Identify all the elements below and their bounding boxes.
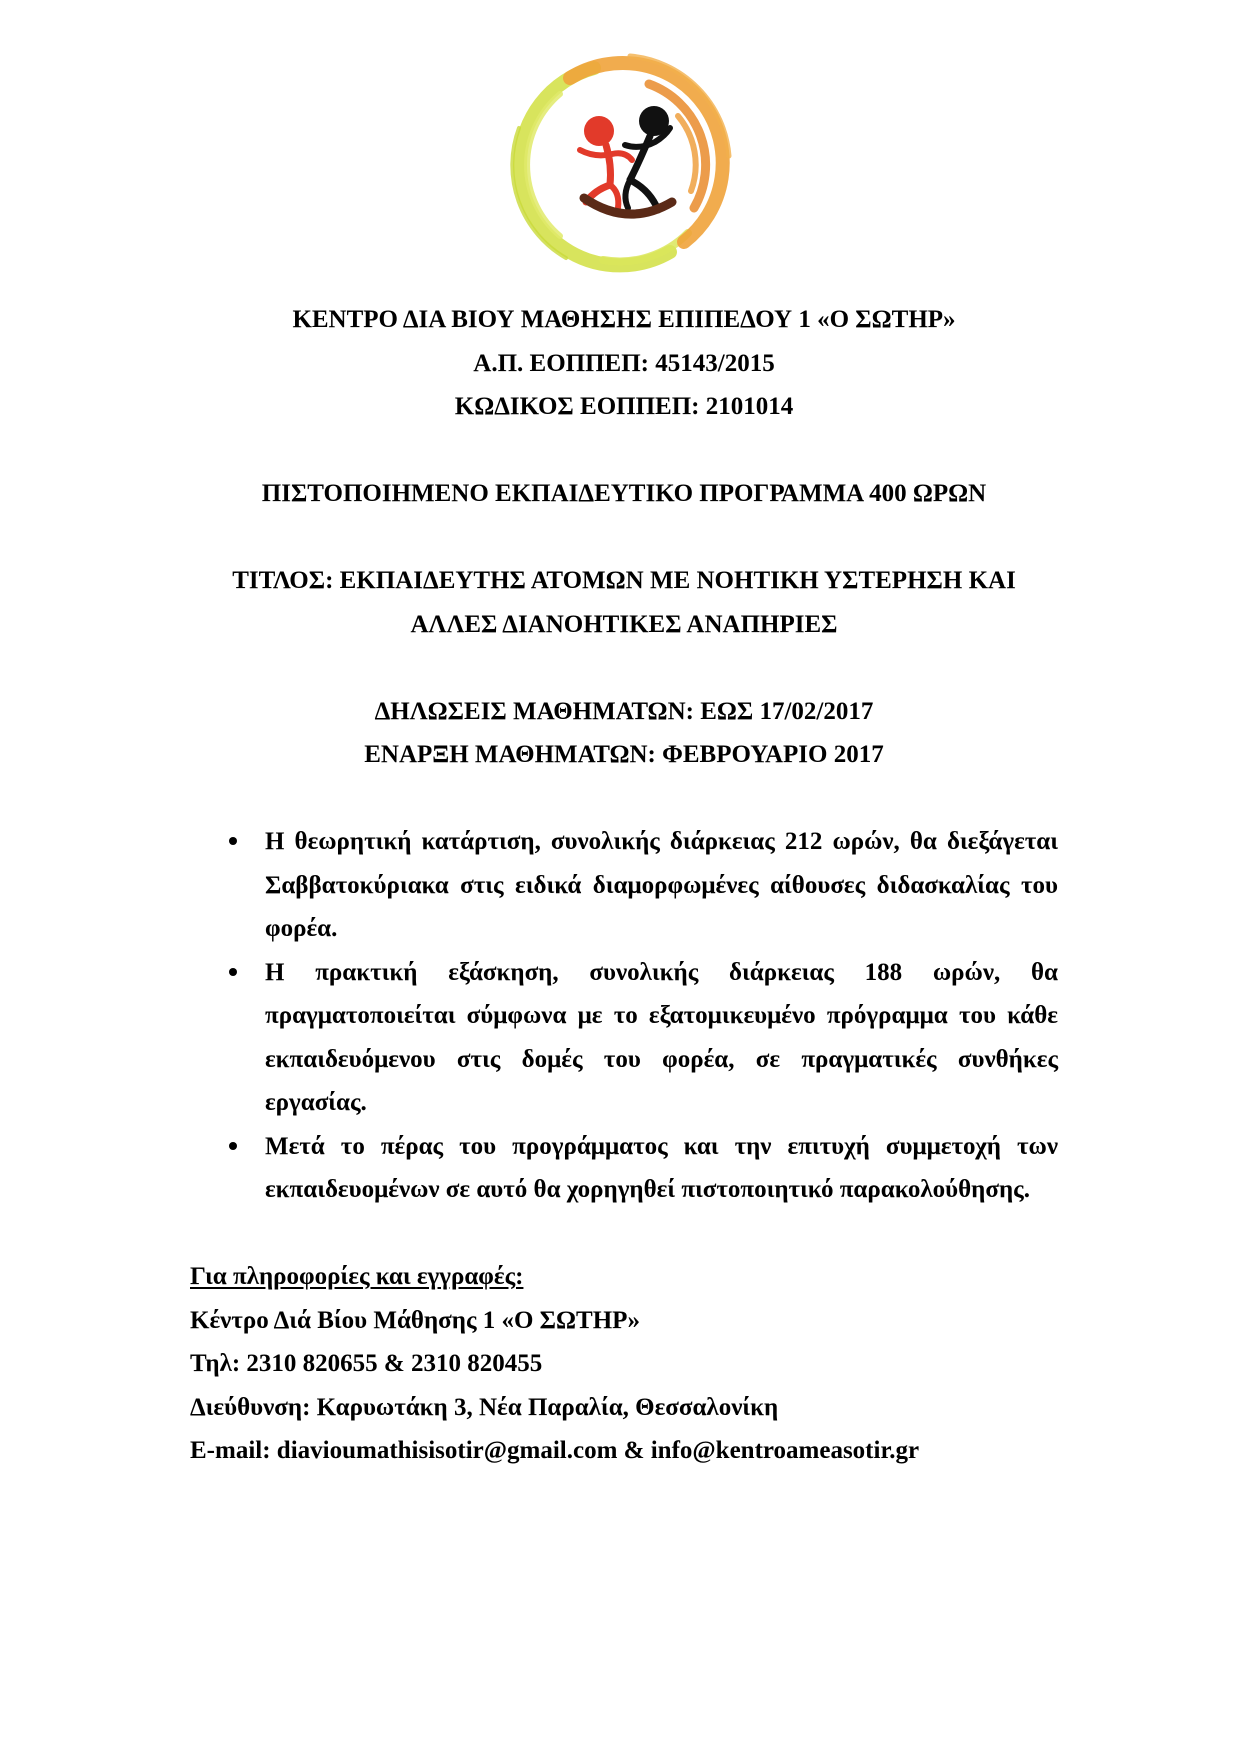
- contact-heading-text: Για πληροφορίες και εγγραφές:: [190, 1263, 524, 1290]
- list-item: [190, 951, 1058, 1125]
- bullet-icon: [229, 1142, 237, 1150]
- list-item-line: εκπαιδευόμενου στις δομές του φορέα, σε πραγματικές συνθήκες: [265, 1045, 1058, 1073]
- code-eoppep-line: ΚΩΔΙΚΟΣ ΕΟΠΠΕΠ: 2101014: [454, 393, 794, 420]
- contact-heading: [190, 1255, 1058, 1299]
- document-body: [190, 298, 1058, 1473]
- contact-address: Διεύθυνση: Καρυωτάκη 3, Νέα Παραλία, Θεσσαλονίκη: [190, 1393, 779, 1421]
- organization-logo-icon: [500, 50, 740, 280]
- title-line-1: ΤΙΤΛΟΣ: ΕΚΠΑΙΔΕΥΤΗΣ ΑΤΟΜΩΝ ΜΕ ΝΟΗΤΙΚΗ ΥΣΤΕΡΗΣΗ ΚΑΙ: [232, 567, 1016, 594]
- list-item: [190, 1125, 1058, 1212]
- bullet-icon: [229, 837, 237, 845]
- list-item-line: Η θεωρητική κατάρτιση, συνολικής διάρκειας 212 ωρών, θα διεξάγεται: [265, 828, 1058, 855]
- bullet-icon: [229, 968, 237, 976]
- title-line-2: ΑΛΛΕΣ ΔΙΑΝΟΗΤΙΚΕΣ ΑΝΑΠΗΡΙΕΣ: [410, 610, 838, 638]
- black-figure-icon: [625, 128, 670, 210]
- list-item-line: πραγματοποιείται σύμφωνα με το εξατομικευμένο πρόγραμμα του κάθε: [265, 1002, 1058, 1029]
- contact-organization: Κέντρο Διά Βίου Μάθησης 1 «Ο ΣΩΤΗΡ»: [190, 1306, 640, 1334]
- course-start-date: ΕΝΑΡΞΗ ΜΑΘΗΜΑΤΩΝ: ΦΕΒΡΟΥΑΡΙΟ 2017: [364, 741, 884, 768]
- ap-eoppep-line: Α.Π. ΕΟΠΠΕΠ: 45143/2015: [473, 349, 775, 377]
- registration-deadline: ΔΗΛΩΣΕΙΣ ΜΑΘΗΜΑΤΩΝ: ΕΩΣ 17/02/2017: [374, 697, 874, 725]
- contact-phone: Τηλ: 2310 820655 & 2310 820455: [190, 1350, 543, 1377]
- list-item-line: φορέα.: [265, 915, 338, 942]
- program-heading: ΠΙΣΤΟΠΟΙΗΜΕΝΟ ΕΚΠΑΙΔΕΥΤΙΚΟ ΠΡΟΓΡΑΜΜΑ 400 ΩΡΩΝ: [261, 480, 987, 507]
- list-item-line: Μετά το πέρας του προγράμματος και την επιτυχή συμμετοχή των: [265, 1132, 1058, 1160]
- list-item: [190, 820, 1058, 951]
- list-item-line: εκπαιδευομένων σε αυτό θα χορηγηθεί πιστοποιητικό παρακολούθησης.: [265, 1176, 1030, 1203]
- contact-email: E-mail: diavioumathisisotir@gmail.com & info@kentroameasotir.gr: [190, 1437, 920, 1464]
- list-item-line: Η πρακτική εξάσκηση, συνολικής διάρκειας 188 ωρών, θα: [265, 958, 1058, 986]
- organization-heading: ΚΕΝΤΡΟ ΔΙΑ ΒΙΟΥ ΜΑΘΗΣΗΣ ΕΠΙΠΕΔΟΥ 1 «Ο ΣΩΤΗΡ»: [292, 306, 956, 333]
- list-item-line: Σαββατοκύριακα στις ειδικά διαμορφωμένες αίθουσες διδασκαλίας του: [265, 871, 1058, 899]
- list-item-line: εργασίας.: [265, 1089, 367, 1116]
